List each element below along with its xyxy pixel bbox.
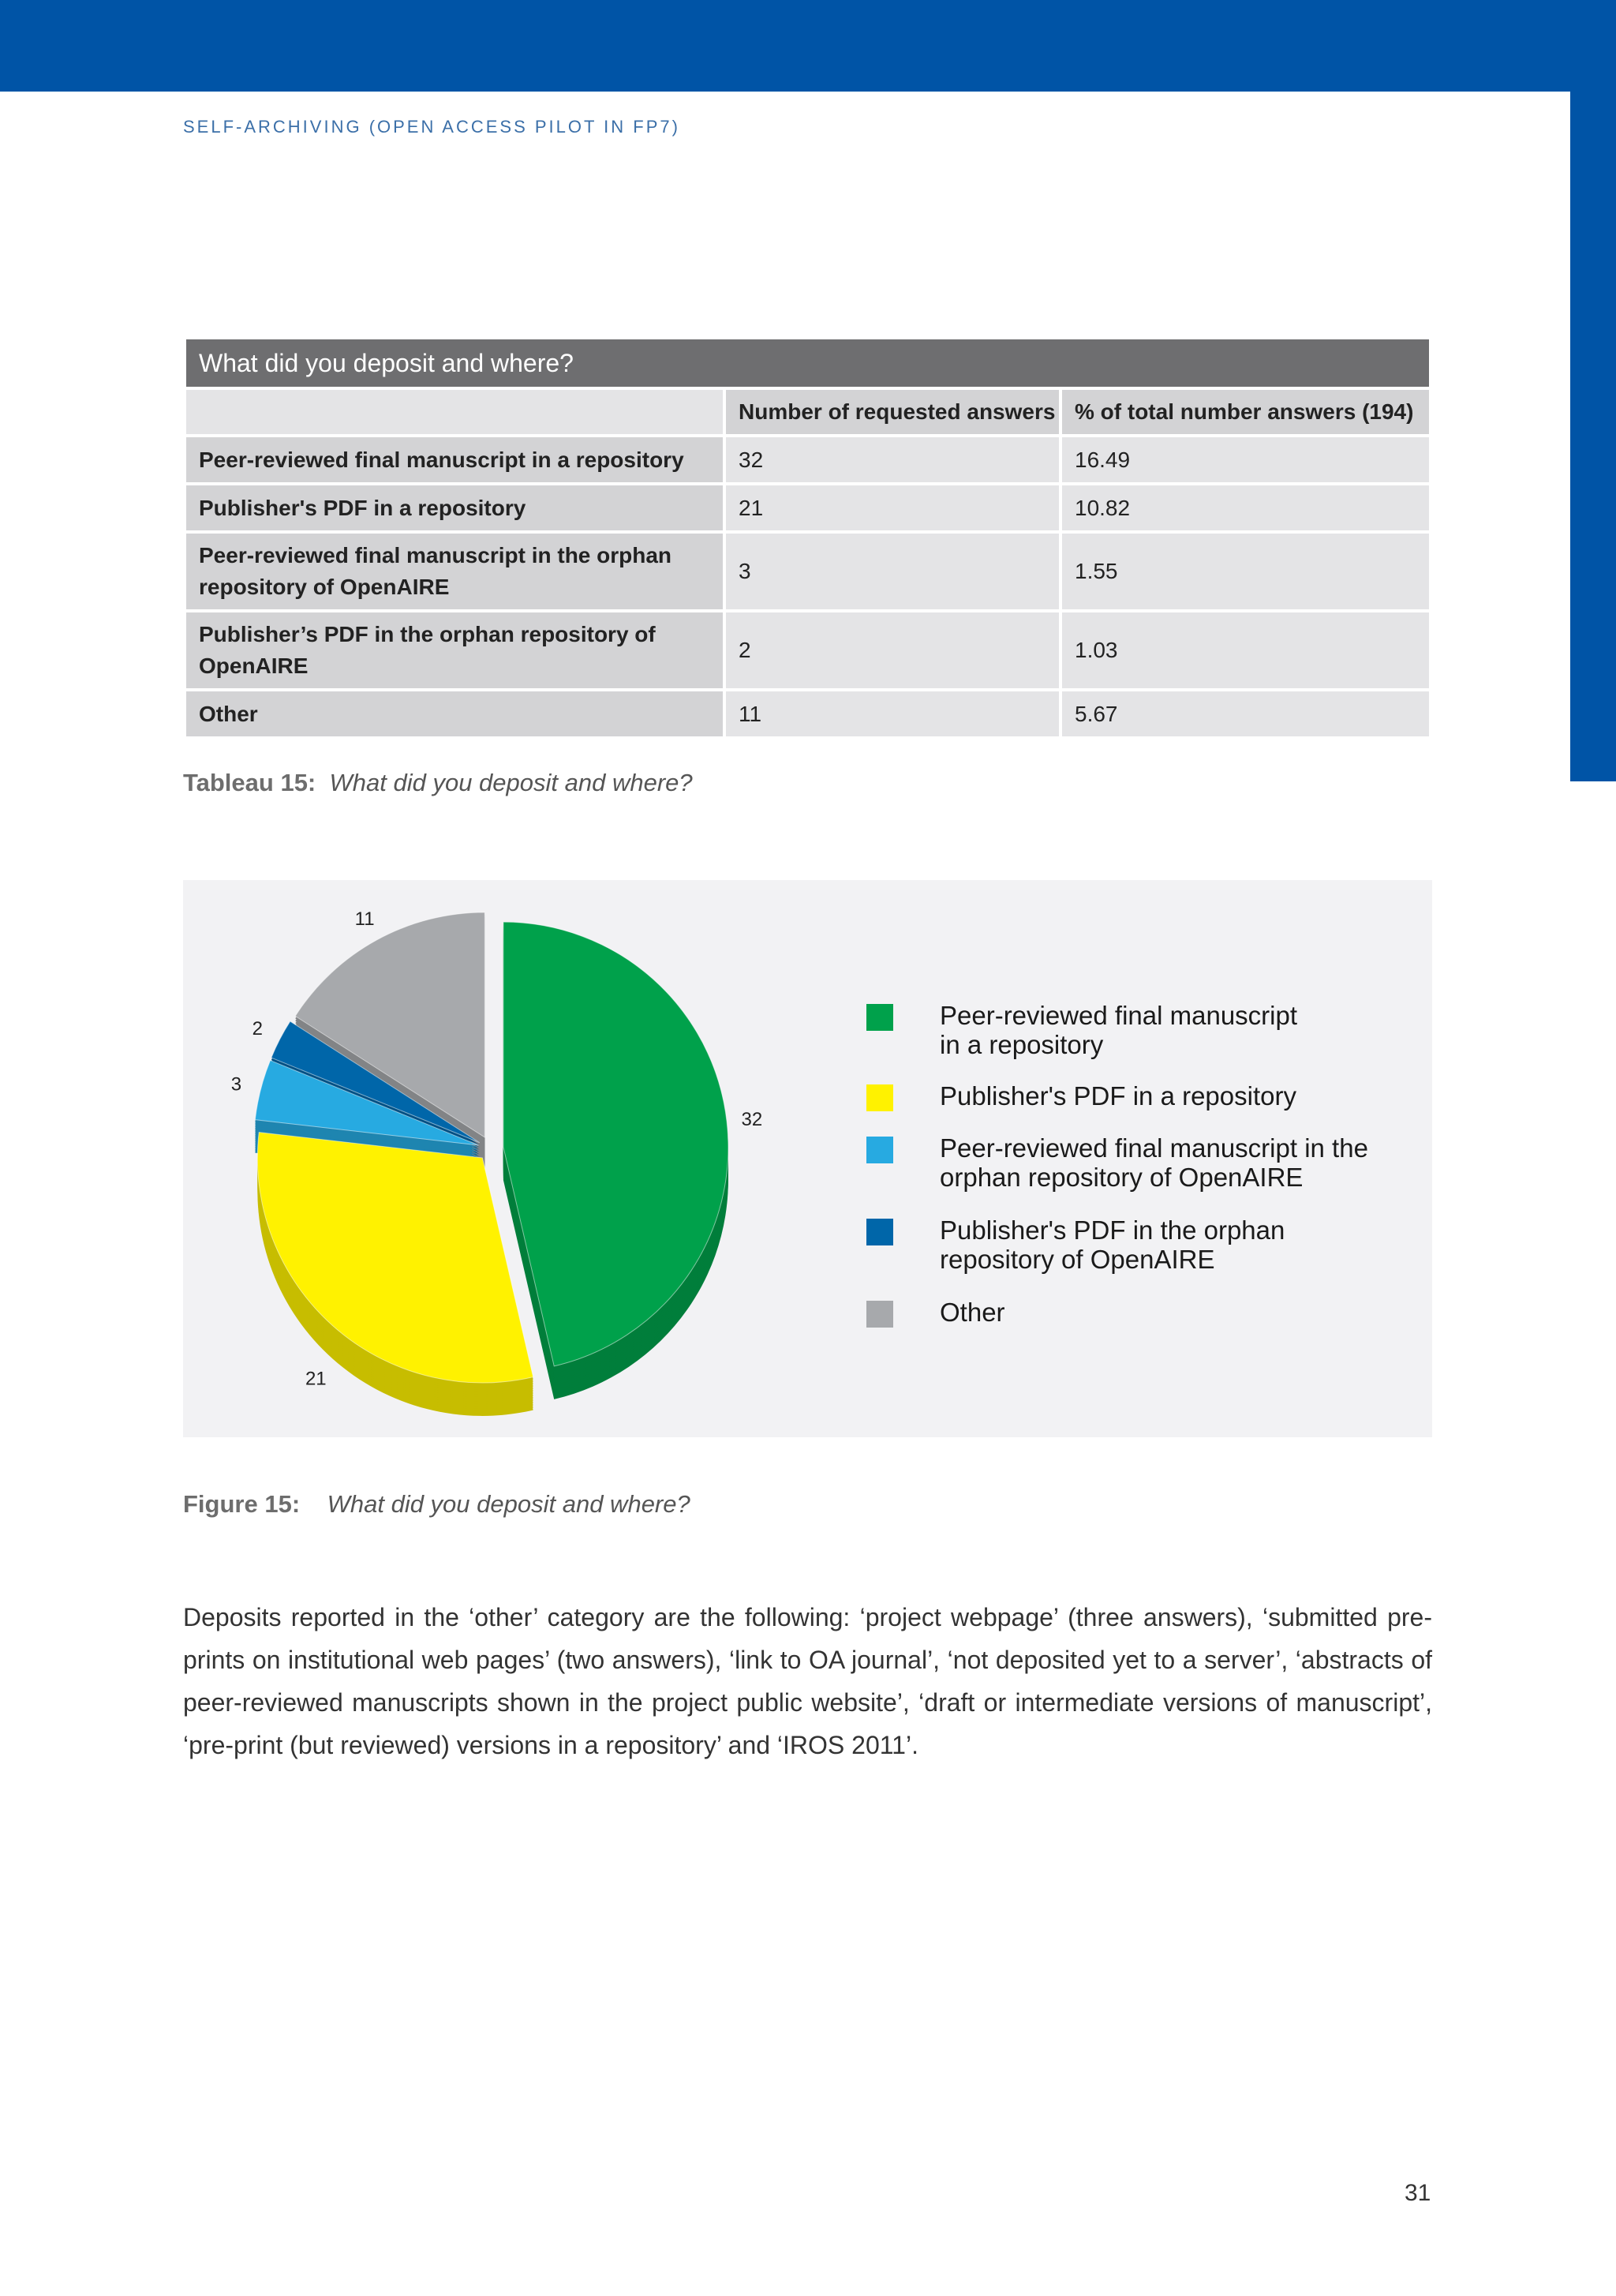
legend-label: Publisher's PDF in the orphan repository of OpenAIRE — [940, 1215, 1285, 1274]
table-row — [186, 691, 1429, 736]
figure-caption-label: Figure 15: — [183, 1490, 301, 1518]
pie-value-label: 2 — [252, 1017, 264, 1039]
table-caption — [183, 769, 693, 797]
table-row — [186, 437, 1429, 482]
legend-swatch — [866, 1219, 893, 1245]
row-label: Other — [186, 691, 723, 736]
table-header-empty — [186, 390, 723, 434]
row-label: Peer-reviewed final manuscript in the orphan repository of OpenAIRE — [186, 534, 723, 609]
pie-slice — [257, 1133, 533, 1383]
legend-swatch — [866, 1137, 893, 1163]
table-caption-text: What did you deposit and where? — [329, 769, 693, 796]
figure-caption-text: What did you deposit and where? — [327, 1490, 690, 1518]
pie-value-label: 21 — [305, 1368, 327, 1390]
top-color-band — [0, 0, 1616, 92]
legend-item — [866, 1081, 1296, 1111]
table-title: What did you deposit and where? — [186, 339, 1429, 387]
row-percent: 1.55 — [1062, 534, 1429, 609]
legend-swatch — [866, 1084, 893, 1111]
row-label: Publisher's PDF in a repository — [186, 485, 723, 530]
body-paragraph: Deposits reported in the ‘other’ category are the following: ‘project webpage’ (three answers), ‘submitted pre-prints on institutional web pages’ (two answers), ‘link to OA journal’, ‘not deposited yet to a server’, ‘abstracts of peer-reviewed manuscripts shown in the project public website’, ‘draft or intermediate versions of manuscript’, ‘pre-print (but reviewed) versions in a repository’ and ‘IROS 2011’. — [183, 1603, 1432, 1759]
row-percent: 16.49 — [1062, 437, 1429, 482]
table-header-row — [186, 390, 1429, 434]
page-number: 31 — [1405, 2180, 1431, 2206]
legend-label: Other — [940, 1298, 1005, 1327]
row-count: 3 — [726, 534, 1059, 609]
legend-item — [866, 1133, 1368, 1192]
table-row — [186, 612, 1429, 688]
legend-label: Publisher's PDF in a repository — [940, 1081, 1296, 1111]
pie-chart — [183, 880, 814, 1437]
side-color-tab — [1570, 92, 1616, 781]
table-row — [186, 485, 1429, 530]
table-header-count: Number of requested answers — [726, 390, 1059, 434]
row-percent: 5.67 — [1062, 691, 1429, 736]
row-percent: 10.82 — [1062, 485, 1429, 530]
legend-item — [866, 1298, 1005, 1328]
table-caption-label: Tableau 15: — [183, 769, 316, 796]
legend-item — [866, 1215, 1285, 1274]
pie-value-label: 32 — [741, 1109, 763, 1131]
figure-caption — [183, 1490, 690, 1519]
row-count: 21 — [726, 485, 1059, 530]
row-count: 2 — [726, 612, 1059, 688]
pie-value-label: 11 — [354, 908, 375, 930]
row-label: Publisher’s PDF in the orphan repository of OpenAIRE — [186, 612, 723, 688]
legend-label: Peer-reviewed final manuscript in a repository — [940, 1001, 1298, 1059]
running-head: SELF-ARCHIVING (OPEN ACCESS PILOT IN FP7) — [183, 117, 680, 137]
legend-swatch — [866, 1301, 893, 1328]
legend-swatch — [866, 1004, 893, 1031]
row-count: 11 — [726, 691, 1059, 736]
legend-label: Peer-reviewed final manuscript in the orphan repository of OpenAIRE — [940, 1133, 1368, 1192]
legend-item — [866, 1001, 1298, 1059]
table-header-percent: % of total number answers (194) — [1062, 390, 1429, 434]
row-label: Peer-reviewed final manuscript in a repository — [186, 437, 723, 482]
pie-value-label: 3 — [230, 1073, 242, 1096]
row-percent: 1.03 — [1062, 612, 1429, 688]
table-row — [186, 534, 1429, 609]
row-count: 32 — [726, 437, 1059, 482]
